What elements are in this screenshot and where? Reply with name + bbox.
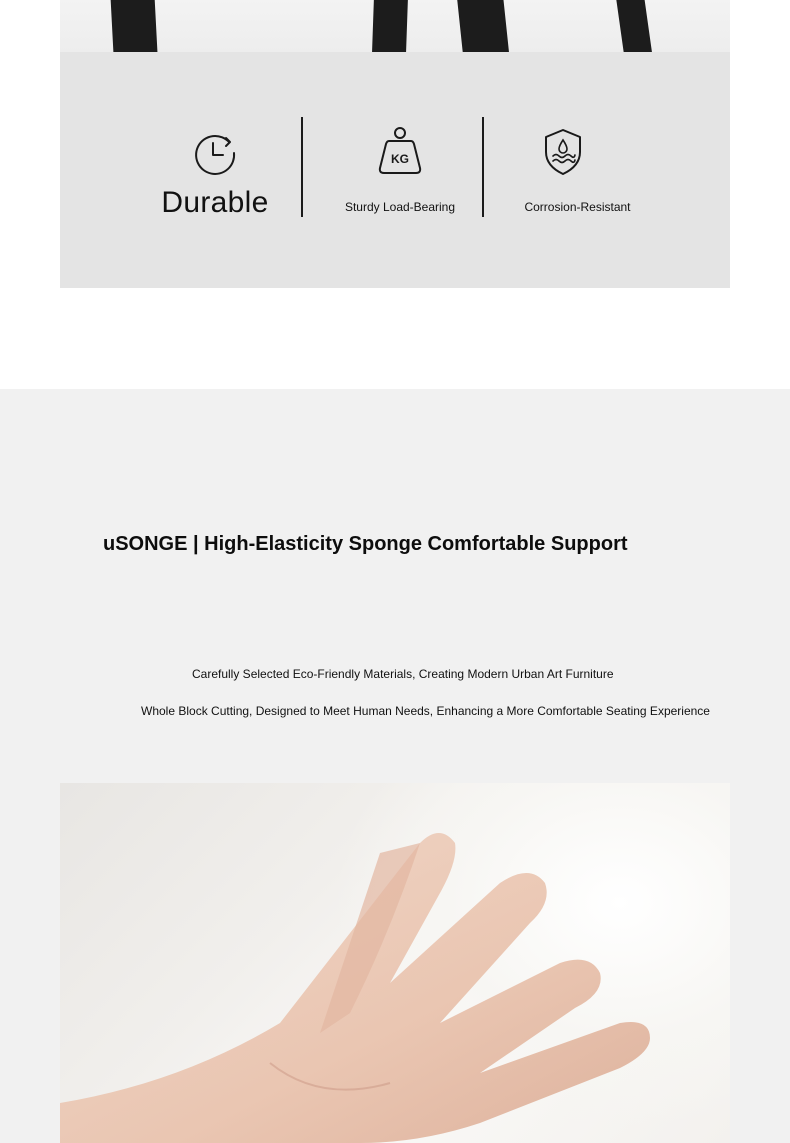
feature-divider — [301, 117, 303, 217]
clock-icon — [192, 130, 238, 176]
feature-corrosion — [510, 128, 645, 214]
chair-leg — [110, 0, 158, 52]
hand-illustration — [60, 783, 730, 1143]
feature-label: Sturdy Load-Bearing — [344, 200, 456, 214]
chair-leg — [372, 0, 408, 52]
chair-leg — [456, 0, 509, 52]
water-shield-icon — [543, 128, 583, 176]
weight-kg-icon — [377, 126, 423, 176]
section-subline-2: Whole Block Cutting, Designed to Meet Human Needs, Enhancing a More Comfortable Seating Experience — [141, 704, 710, 718]
feature-label: Durable — [161, 186, 269, 219]
feature-divider — [482, 117, 484, 217]
feature-durable — [155, 130, 275, 220]
chair-legs-photo — [60, 0, 730, 52]
feature-label: Corrosion-Resistant — [524, 200, 631, 214]
weight-kg-text: KG — [391, 152, 409, 166]
feature-panel — [60, 52, 730, 288]
section-headline: uSONGE | High-Elasticity Sponge Comfortable Support — [103, 533, 628, 555]
feature-load-bearing — [330, 126, 470, 214]
chair-leg — [615, 0, 652, 52]
sponge-hand-photo — [60, 783, 730, 1143]
sponge-section — [0, 389, 790, 1143]
section-subline-1: Carefully Selected Eco-Friendly Materials, Creating Modern Urban Art Furniture — [192, 667, 614, 681]
